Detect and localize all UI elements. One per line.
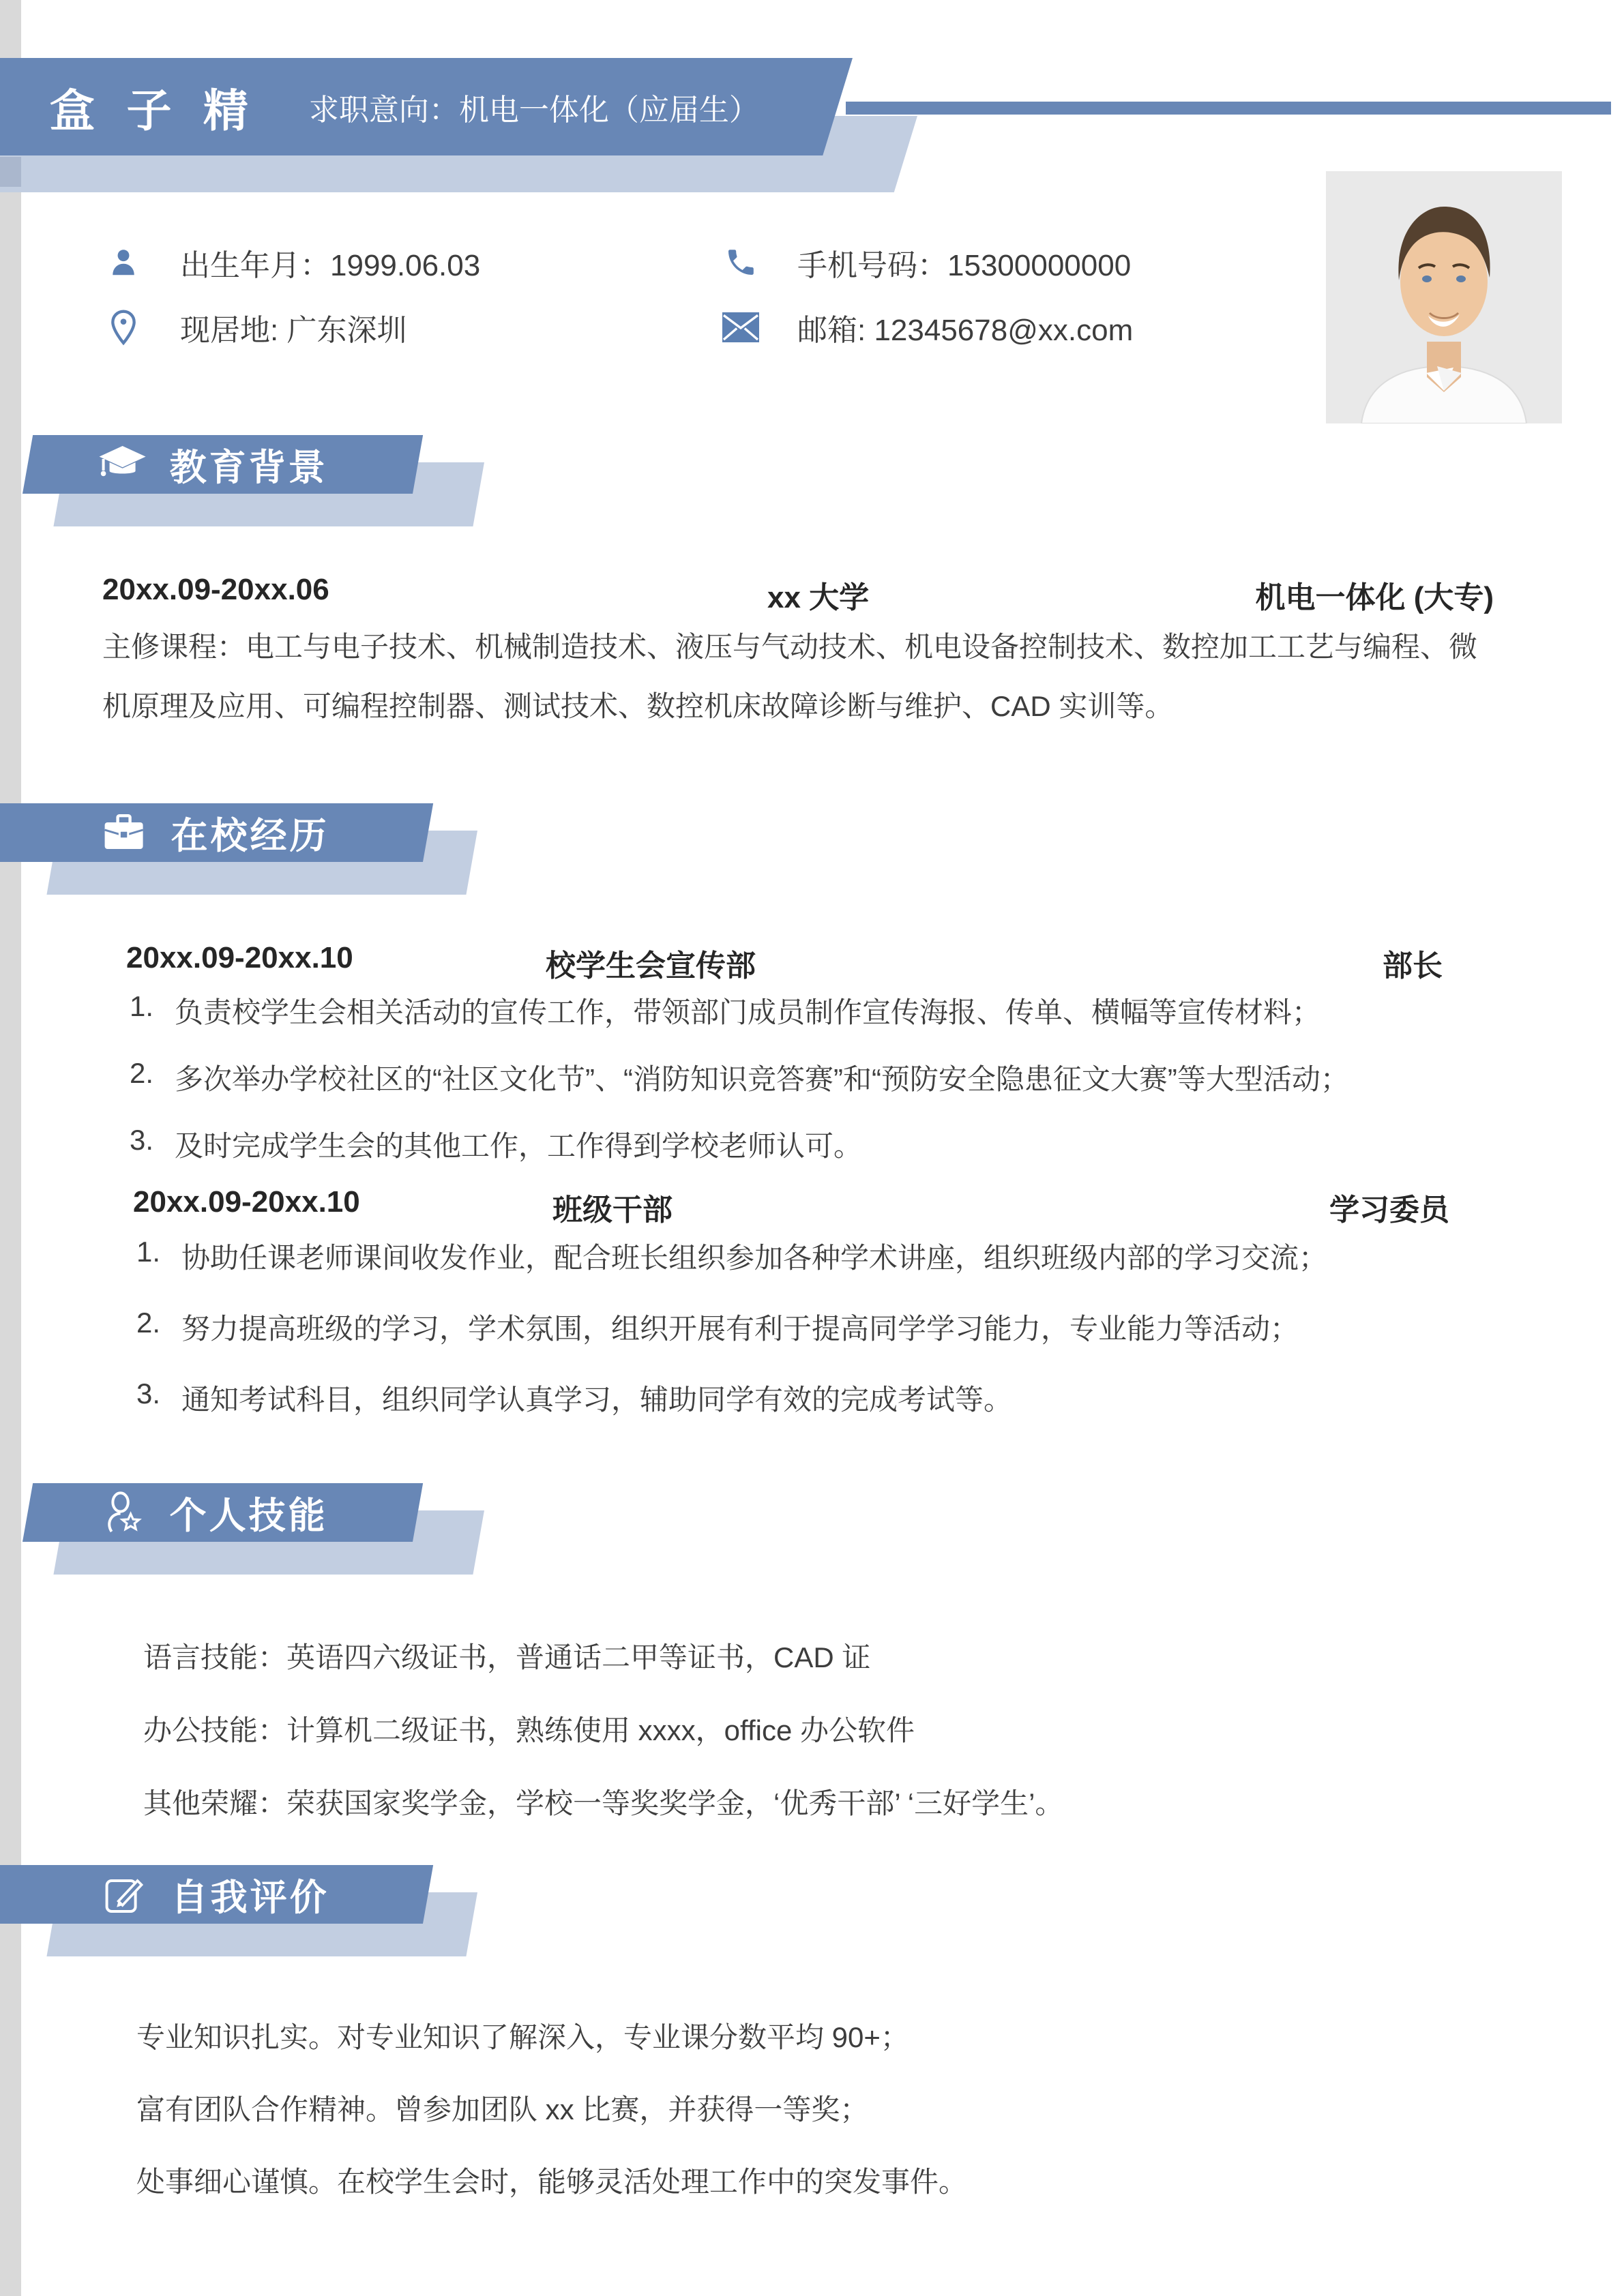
pencil-icon bbox=[98, 1875, 151, 1914]
experience-item-list bbox=[136, 1236, 1327, 1448]
experience-org: 班级干部 bbox=[552, 1193, 673, 1227]
item-number: 1. bbox=[136, 1236, 161, 1268]
job-objective: 求职意向：机电一体化（应届生） bbox=[308, 93, 759, 127]
person-icon bbox=[102, 247, 145, 278]
list-item bbox=[130, 990, 1349, 1031]
evaluation-line: 专业知识扎实。对专业知识了解深入，专业课分数平均 90+； bbox=[136, 2021, 909, 2053]
candidate-name: 盒 子 精 bbox=[50, 85, 258, 136]
contact-email-text: 邮箱: 12345678@xx.com bbox=[797, 314, 1134, 347]
section-skills bbox=[0, 1483, 1624, 1613]
list-item bbox=[130, 1057, 1349, 1098]
contact-phone bbox=[720, 240, 1131, 285]
header-accent-strip bbox=[846, 102, 1611, 115]
section-band bbox=[23, 1483, 423, 1542]
person-star-icon bbox=[96, 1491, 149, 1534]
location-pin-icon bbox=[102, 308, 145, 346]
section-education bbox=[0, 435, 1624, 565]
item-text: 多次举办学校社区的“社区文化节”、“消防知识竞答赛”和“预防安全隐患征文大赛”等大型活动； bbox=[175, 1063, 1349, 1095]
skill-line: 办公技能：计算机二级证书，熟练使用 xxxx，office 办公软件 bbox=[143, 1714, 915, 1746]
item-number: 1. bbox=[130, 990, 154, 1022]
rail-shadow-overlap bbox=[0, 157, 21, 187]
education-period: 20xx.09-20xx.06 bbox=[102, 573, 329, 606]
skills-lines bbox=[143, 1635, 1063, 1854]
list-item bbox=[136, 1236, 1327, 1277]
education-major: 机电一体化 (大专) bbox=[1255, 581, 1494, 614]
item-text: 通知考试科目，组织同学认真学习，辅助同学有效的完成考试等。 bbox=[181, 1384, 1013, 1416]
education-entry-row bbox=[102, 573, 1494, 614]
experience-role: 学习委员 bbox=[1329, 1193, 1449, 1227]
item-text: 负责校学生会相关活动的宣传工作，带领部门成员制作宣传海报、传单、横幅等宣传材料； bbox=[175, 996, 1321, 1028]
name-banner bbox=[0, 58, 853, 155]
phone-icon bbox=[720, 246, 762, 279]
section-band bbox=[0, 1865, 433, 1924]
section-evaluation bbox=[0, 1865, 1624, 1995]
contact-phone-text: 手机号码：15300000000 bbox=[797, 249, 1132, 282]
education-school: xx 大学 bbox=[767, 581, 870, 614]
section-title: 自我评价 bbox=[171, 1877, 329, 1918]
list-item bbox=[136, 1377, 1327, 1418]
experience-org: 校学生会宣传部 bbox=[546, 949, 756, 983]
skill-line: 语言技能：英语四六级证书，普通话二甲等证书，CAD 证 bbox=[143, 1641, 871, 1673]
contact-birth bbox=[102, 240, 480, 285]
item-number: 2. bbox=[130, 1057, 154, 1089]
profile-photo bbox=[1326, 171, 1562, 423]
item-number: 3. bbox=[130, 1124, 154, 1156]
experience-role: 部长 bbox=[1383, 949, 1443, 983]
item-number: 3. bbox=[136, 1377, 161, 1410]
contact-birth-text: 出生年月：1999.06.03 bbox=[180, 249, 481, 282]
section-experience bbox=[0, 803, 1624, 933]
experience-item-list bbox=[130, 990, 1349, 1191]
section-title: 个人技能 bbox=[169, 1495, 328, 1536]
experience-period: 20xx.09-20xx.10 bbox=[133, 1185, 360, 1219]
graduation-cap-icon bbox=[96, 443, 149, 486]
briefcase-icon bbox=[98, 814, 151, 852]
section-band bbox=[23, 435, 423, 494]
section-title: 教育背景 bbox=[169, 447, 328, 488]
evaluation-lines bbox=[136, 2015, 967, 2232]
list-item bbox=[130, 1124, 1349, 1165]
skill-line: 其他荣耀：荣获国家奖学金，学校一等奖奖学金，‘优秀干部’ ‘三好学生’。 bbox=[143, 1787, 1064, 1819]
section-title: 在校经历 bbox=[171, 815, 329, 856]
education-courses: 主修课程：电工与电子技术、机械制造技术、液压与气动技术、机电设备控制技术、数控加工工艺与编程、微机原理及应用、可编程控制器、测试技术、数控机床故障诊断与维护、CAD 实训等。 bbox=[102, 631, 1478, 722]
contact-email bbox=[720, 305, 1133, 350]
item-number: 2. bbox=[136, 1307, 161, 1339]
contact-location bbox=[102, 305, 407, 350]
item-text: 及时完成学生会的其他工作，工作得到学校老师认可。 bbox=[175, 1130, 863, 1162]
evaluation-line: 富有团队合作精神。曾参加团队 xx 比赛，并获得一等奖； bbox=[136, 2093, 869, 2126]
item-text: 努力提高班级的学习，学术氛围，组织开展有利于提高同学学习能力，专业能力等活动； bbox=[181, 1313, 1299, 1345]
item-text: 协助任课老师课间收发作业，配合班长组织参加各种学术讲座，组织班级内部的学习交流； bbox=[181, 1242, 1328, 1274]
list-item bbox=[136, 1307, 1327, 1347]
experience-period: 20xx.09-20xx.10 bbox=[126, 941, 353, 974]
envelope-icon bbox=[720, 312, 762, 342]
section-band bbox=[0, 803, 433, 862]
evaluation-line: 处事细心谨慎。在校学生会时，能够灵活处理工作中的突发事件。 bbox=[136, 2166, 968, 2198]
experience-entry-row bbox=[133, 1185, 1449, 1227]
contact-location-text: 现居地: 广东深圳 bbox=[180, 314, 407, 347]
experience-entry-row bbox=[126, 941, 1443, 983]
